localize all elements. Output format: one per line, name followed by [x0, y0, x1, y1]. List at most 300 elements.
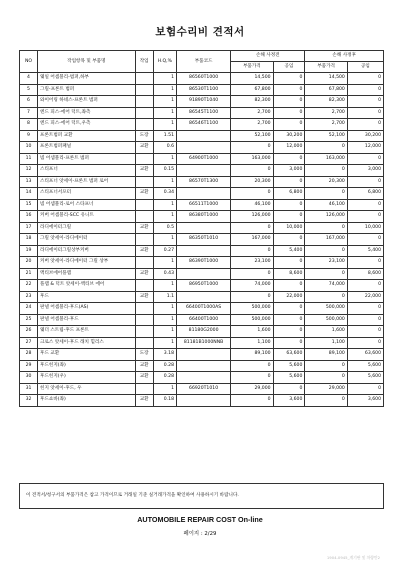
cell-hq: 1	[153, 119, 176, 131]
cell-item: 크로스 앗세이-후드 래치 힐리스	[38, 337, 136, 349]
cell-part-price-before: 23,100	[231, 257, 273, 269]
cell-hq: 1	[153, 280, 176, 292]
cell-item: 프론트범퍼패널	[38, 142, 136, 154]
cell-item: 라디에이터그릴	[38, 222, 136, 234]
cell-part-code	[177, 349, 231, 361]
cell-hq: 1	[153, 107, 176, 119]
cell-labor-after: 0	[347, 303, 383, 315]
table-row	[20, 337, 384, 349]
cell-hq: 0.34	[153, 188, 176, 200]
header-part-price-after: 부품가격	[305, 62, 347, 73]
cell-part-code	[177, 372, 231, 384]
cell-no: 13	[20, 176, 38, 188]
cell-item: 후드힌지(좌)	[38, 360, 136, 372]
cell-labor-after: 0	[347, 337, 383, 349]
table-row	[20, 395, 384, 407]
cell-labor-before: 0	[273, 383, 305, 395]
header-before-adjustment: 손해 사정전	[231, 51, 305, 62]
table-row	[20, 119, 384, 131]
cell-part-price-before: 0	[231, 360, 273, 372]
estimate-table	[19, 50, 384, 407]
table-row	[20, 360, 384, 372]
cell-no: 32	[20, 395, 38, 407]
cell-part-price-before: 1,600	[231, 326, 273, 338]
cell-work	[135, 326, 153, 338]
cell-labor-after: 30,200	[347, 130, 383, 142]
cell-part-price-before: 0	[231, 222, 273, 234]
table-row	[20, 165, 384, 177]
cell-work	[135, 153, 153, 165]
cell-labor-after: 3,600	[347, 395, 383, 407]
cell-labor-after: 0	[347, 119, 383, 131]
cell-labor-after: 0	[347, 326, 383, 338]
cell-labor-before: 0	[273, 234, 305, 246]
cell-no: 11	[20, 153, 38, 165]
cell-part-code: 64900T1000	[177, 153, 231, 165]
cell-labor-after: 0	[347, 234, 383, 246]
cell-hq: 1.51	[153, 130, 176, 142]
cell-item: 후드 교환	[38, 349, 136, 361]
cell-labor-before: 5,600	[273, 372, 305, 384]
cell-item: 그릴-프론트 범퍼	[38, 84, 136, 96]
cell-work: 교환	[135, 142, 153, 154]
cell-part-price-before: 0	[231, 372, 273, 384]
cell-part-code: 86390T1000	[177, 257, 231, 269]
cell-part-code	[177, 395, 231, 407]
header-work: 작업	[135, 51, 153, 73]
cell-labor-after: 0	[347, 199, 383, 211]
cell-labor-before: 0	[273, 337, 305, 349]
cell-hq: 1	[153, 199, 176, 211]
header-labor-after: 공임	[347, 62, 383, 73]
cell-labor-before: 3,600	[273, 395, 305, 407]
cell-hq: 0.15	[153, 165, 176, 177]
cell-labor-before: 0	[273, 119, 305, 131]
cell-labor-after: 0	[347, 107, 383, 119]
cell-hq: 0.28	[153, 372, 176, 384]
table-row	[20, 280, 384, 292]
cell-labor-before: 0	[273, 303, 305, 315]
cell-part-code	[177, 245, 231, 257]
cell-no: 30	[20, 372, 38, 384]
cell-no: 18	[20, 234, 38, 246]
cell-no: 9	[20, 130, 38, 142]
cell-part-code: 86545T1100	[177, 107, 231, 119]
cell-item: 그릴 앗세이-라디에이터	[38, 234, 136, 246]
cell-work: 도장	[135, 349, 153, 361]
cell-part-code: 66400T1000AS	[177, 303, 231, 315]
table-row	[20, 245, 384, 257]
document-title: 보험수리비 견적서	[155, 26, 245, 38]
cell-part-code: 86350T1010	[177, 234, 231, 246]
cell-hq: 1	[153, 96, 176, 108]
cell-part-price-before: 82,300	[231, 96, 273, 108]
cell-hq: 1	[153, 257, 176, 269]
cell-hq: 0.18	[153, 395, 176, 407]
table-row	[20, 130, 384, 142]
cell-labor-before: 0	[273, 84, 305, 96]
cell-work: 교환	[135, 268, 153, 280]
table-row	[20, 349, 384, 361]
header-part-code: 부품코드	[177, 51, 231, 73]
cell-part-code: 81180G2000	[177, 326, 231, 338]
cell-work: 교환	[135, 165, 153, 177]
table-row	[20, 153, 384, 165]
table-row	[20, 211, 384, 223]
cell-part-price-after: 29,000	[305, 383, 347, 395]
cell-no: 8	[20, 119, 38, 131]
cell-hq: 1	[153, 153, 176, 165]
cell-work: 도장	[135, 130, 153, 142]
cell-labor-before: 22,000	[273, 291, 305, 303]
cell-hq: 1.1	[153, 291, 176, 303]
cell-labor-after: 5,600	[347, 372, 383, 384]
cell-hq: 0.28	[153, 360, 176, 372]
cell-part-price-before: 89,100	[231, 349, 273, 361]
cell-part-code: 86570T1300	[177, 176, 231, 188]
cell-work	[135, 176, 153, 188]
cell-item: 프론트범퍼 교환	[38, 130, 136, 142]
cell-no: 19	[20, 245, 38, 257]
cell-work: 교환	[135, 360, 153, 372]
cell-labor-before: 10,000	[273, 222, 305, 234]
table-body	[20, 73, 384, 407]
cell-part-code	[177, 165, 231, 177]
cell-part-code: 66511T1000	[177, 199, 231, 211]
table-row	[20, 383, 384, 395]
cell-part-price-after: 2,700	[305, 119, 347, 131]
cell-no: 16	[20, 211, 38, 223]
cell-part-price-before: 500,000	[231, 314, 273, 326]
cell-labor-before: 0	[273, 199, 305, 211]
cell-part-price-after: 0	[305, 142, 347, 154]
cell-labor-after: 0	[347, 211, 383, 223]
cell-part-code	[177, 222, 231, 234]
cell-work: 교환	[135, 245, 153, 257]
cell-part-price-after: 89,100	[305, 349, 347, 361]
cell-part-price-after: 74,000	[305, 280, 347, 292]
cell-labor-after: 0	[347, 383, 383, 395]
cell-part-price-before: 67,800	[231, 84, 273, 96]
cell-item: 후드쇼바(좌)	[38, 395, 136, 407]
cell-no: 4	[20, 73, 38, 85]
cell-labor-before: 0	[273, 257, 305, 269]
cell-work	[135, 383, 153, 395]
cell-part-code	[177, 291, 231, 303]
table-row	[20, 314, 384, 326]
cell-labor-after: 63,600	[347, 349, 383, 361]
cell-work: 교환	[135, 372, 153, 384]
cell-item: 액티브에어플랩	[38, 268, 136, 280]
cell-part-price-before: 0	[231, 165, 273, 177]
page-number: 페이지 : 2/29	[183, 531, 217, 537]
cell-part-price-before: 14,500	[231, 73, 273, 85]
cell-part-price-before: 167,000	[231, 234, 273, 246]
table-row	[20, 268, 384, 280]
cell-labor-after: 5,600	[347, 360, 383, 372]
cell-part-price-before: 74,000	[231, 280, 273, 292]
cell-part-price-after: 0	[305, 222, 347, 234]
cell-hq: 1	[153, 314, 176, 326]
cell-part-price-before: 163,000	[231, 153, 273, 165]
cell-hq: 1	[153, 303, 176, 315]
cell-labor-before: 12,000	[273, 142, 305, 154]
cell-labor-after: 0	[347, 314, 383, 326]
cell-hq: 1	[153, 73, 176, 85]
cell-hq: 1	[153, 337, 176, 349]
cell-hq: 0.27	[153, 245, 176, 257]
cell-part-price-after: 500,000	[305, 303, 347, 315]
cell-part-code	[177, 268, 231, 280]
cell-labor-after: 0	[347, 84, 383, 96]
cell-work	[135, 96, 153, 108]
cell-part-price-after: 67,800	[305, 84, 347, 96]
cell-no: 27	[20, 337, 38, 349]
cell-work	[135, 84, 153, 96]
header-hq: H.Q,%	[153, 51, 176, 73]
cell-part-price-before: 0	[231, 395, 273, 407]
cell-work: 교환	[135, 188, 153, 200]
cell-part-price-before: 1,100	[231, 337, 273, 349]
cell-part-price-before: 2,700	[231, 119, 273, 131]
cell-item: 엔드 피스-에어 덕트,좌측	[38, 107, 136, 119]
cell-part-code: 81181B1000NNB	[177, 337, 231, 349]
cell-labor-after: 0	[347, 153, 383, 165]
cell-item: 웨더 스트립-후드 프론트	[38, 326, 136, 338]
cell-labor-before: 0	[273, 211, 305, 223]
cell-no: 12	[20, 165, 38, 177]
cell-labor-before: 0	[273, 280, 305, 292]
cell-hq: 1	[153, 176, 176, 188]
cell-hq: 1	[153, 211, 176, 223]
cell-no: 22	[20, 280, 38, 292]
cell-item: 스티프너	[38, 165, 136, 177]
cell-part-price-after: 126,000	[305, 211, 347, 223]
cell-no: 20	[20, 257, 38, 269]
cell-work: 교환	[135, 222, 153, 234]
cell-labor-after: 0	[347, 96, 383, 108]
price-notice: 이 견적서/청구서의 부품가격은 참고 가격이므로 거래일 기준 실거래가격을 확인하여 사용하시기 바랍니다.	[19, 483, 384, 509]
cell-item: 와이어링 하네스-프론트 범퍼	[38, 96, 136, 108]
cell-work	[135, 199, 153, 211]
cell-no: 15	[20, 199, 38, 211]
cell-work	[135, 257, 153, 269]
cell-labor-after: 6,800	[347, 188, 383, 200]
cell-part-price-before: 46,100	[231, 199, 273, 211]
cell-part-price-after: 0	[305, 372, 347, 384]
cell-labor-before: 30,200	[273, 130, 305, 142]
cell-no: 29	[20, 360, 38, 372]
cell-labor-before: 5,400	[273, 245, 305, 257]
cell-hq: 1	[153, 383, 176, 395]
cell-part-price-before: 2,700	[231, 107, 273, 119]
cell-part-price-after: 23,100	[305, 257, 347, 269]
cell-hq: 0.5	[153, 222, 176, 234]
cell-item: 판넬 어셈블리-후드	[38, 314, 136, 326]
header-labor-before: 공임	[273, 62, 305, 73]
table-row	[20, 107, 384, 119]
cell-part-price-after: 2,700	[305, 107, 347, 119]
cell-part-price-after: 167,000	[305, 234, 347, 246]
cell-labor-after: 22,000	[347, 291, 383, 303]
cell-no: 17	[20, 222, 38, 234]
cell-part-price-before: 0	[231, 142, 273, 154]
cell-no: 6	[20, 96, 38, 108]
cell-item: 플랩 & 덕트 앗세이-액티브 에어	[38, 280, 136, 292]
cell-item: 스티프너 앗세이-프론트 범퍼 로어	[38, 176, 136, 188]
cell-part-price-after: 0	[305, 291, 347, 303]
cell-part-code	[177, 188, 231, 200]
cell-labor-after: 0	[347, 280, 383, 292]
cell-item: 커버 앗세이-라디에이터 그릴 상부	[38, 257, 136, 269]
cell-labor-after: 5,400	[347, 245, 383, 257]
cell-labor-after: 0	[347, 176, 383, 188]
table-row	[20, 176, 384, 188]
cell-part-code: 86560T1000	[177, 73, 231, 85]
cell-labor-before: 0	[273, 326, 305, 338]
cell-part-price-after: 46,100	[305, 199, 347, 211]
cell-labor-after: 8,600	[347, 268, 383, 280]
table-row	[20, 142, 384, 154]
cell-no: 31	[20, 383, 38, 395]
header-after-adjustment: 손해 사정후	[305, 51, 384, 62]
cell-work	[135, 303, 153, 315]
cell-item: 판넬 어셈블리-후드(AS)	[38, 303, 136, 315]
cell-labor-before: 3,000	[273, 165, 305, 177]
cell-work: 교환	[135, 395, 153, 407]
cell-labor-before: 0	[273, 107, 305, 119]
cell-part-price-before: 0	[231, 291, 273, 303]
cell-part-price-before: 0	[231, 268, 273, 280]
cell-part-code: 86546T1100	[177, 119, 231, 131]
cell-part-price-before: 500,000	[231, 303, 273, 315]
cell-labor-after: 0	[347, 257, 383, 269]
table-row	[20, 234, 384, 246]
cell-part-price-after: 0	[305, 188, 347, 200]
cell-part-price-after: 20,300	[305, 176, 347, 188]
cell-part-price-before: 52,100	[231, 130, 273, 142]
cell-hq: 1	[153, 84, 176, 96]
watermark: 1904-0945_계기판 및 차량만2	[326, 555, 380, 560]
cell-part-price-before: 126,000	[231, 211, 273, 223]
cell-labor-after: 0	[347, 73, 383, 85]
cell-hq: 0.43	[153, 268, 176, 280]
cell-part-price-after: 0	[305, 395, 347, 407]
cell-part-price-after: 1,100	[305, 337, 347, 349]
cell-no: 25	[20, 314, 38, 326]
cell-part-price-after: 14,500	[305, 73, 347, 85]
cell-labor-before: 63,600	[273, 349, 305, 361]
table-row	[20, 303, 384, 315]
cell-part-price-after: 0	[305, 360, 347, 372]
header-item: 작업항목 및 부품명	[38, 51, 136, 73]
table-row	[20, 326, 384, 338]
cell-item: 후드	[38, 291, 136, 303]
table-row	[20, 188, 384, 200]
cell-part-code: 66400T1000	[177, 314, 231, 326]
cell-no: 14	[20, 188, 38, 200]
cell-part-code	[177, 360, 231, 372]
table-row	[20, 372, 384, 384]
cell-part-price-before: 0	[231, 245, 273, 257]
cell-work	[135, 211, 153, 223]
cell-item: 스티프너서포터	[38, 188, 136, 200]
cell-labor-before: 0	[273, 73, 305, 85]
cell-no: 26	[20, 326, 38, 338]
table-row	[20, 291, 384, 303]
cell-item: 빔 어셈블리-프론트 범퍼	[38, 153, 136, 165]
cell-work	[135, 73, 153, 85]
cell-labor-before: 0	[273, 153, 305, 165]
cell-part-price-after: 0	[305, 245, 347, 257]
cell-labor-before: 6,800	[273, 188, 305, 200]
cell-item: 엔드 피스-에어 덕트,우측	[38, 119, 136, 131]
cell-item: 빔 어셈블리-로어 스타프너	[38, 199, 136, 211]
cell-part-price-after: 0	[305, 268, 347, 280]
header-no: NO	[20, 51, 38, 73]
cell-part-price-after: 163,000	[305, 153, 347, 165]
cell-part-code: 66920T1010	[177, 383, 231, 395]
cell-labor-after: 10,000	[347, 222, 383, 234]
cell-labor-before: 0	[273, 314, 305, 326]
table-row	[20, 73, 384, 85]
table-row	[20, 96, 384, 108]
cell-part-price-after: 0	[305, 165, 347, 177]
cell-part-code: 86950T1000	[177, 280, 231, 292]
footer-title: AUTOMOBILE REPAIR COST On-line	[137, 515, 263, 524]
table-row	[20, 84, 384, 96]
cell-no: 7	[20, 107, 38, 119]
cell-part-code: 86530T1100	[177, 84, 231, 96]
cell-work: 교환	[135, 291, 153, 303]
cell-item: 라디에이터그릴상부커버	[38, 245, 136, 257]
cell-hq: 0.6	[153, 142, 176, 154]
cell-work	[135, 337, 153, 349]
cell-no: 23	[20, 291, 38, 303]
cell-part-price-after: 500,000	[305, 314, 347, 326]
cell-item: 웨일 어셈블리-범퍼,하부	[38, 73, 136, 85]
cell-no: 5	[20, 84, 38, 96]
cell-hq: 3.18	[153, 349, 176, 361]
cell-part-price-after: 1,600	[305, 326, 347, 338]
cell-no: 24	[20, 303, 38, 315]
cell-hq: 1	[153, 234, 176, 246]
cell-part-code	[177, 142, 231, 154]
cell-item: 힌지 앗세이-후드, 우	[38, 383, 136, 395]
cell-no: 10	[20, 142, 38, 154]
cell-part-code	[177, 130, 231, 142]
cell-part-price-before: 20,300	[231, 176, 273, 188]
cell-work	[135, 314, 153, 326]
cell-part-price-after: 52,100	[305, 130, 347, 142]
cell-work	[135, 107, 153, 119]
cell-no: 21	[20, 268, 38, 280]
cell-work	[135, 119, 153, 131]
table-row	[20, 199, 384, 211]
cell-labor-before: 5,600	[273, 360, 305, 372]
table-row	[20, 222, 384, 234]
cell-labor-after: 12,000	[347, 142, 383, 154]
cell-item: 커버 어셈블리-SCC 유니트	[38, 211, 136, 223]
cell-part-price-before: 0	[231, 188, 273, 200]
cell-part-code: 91890T1040	[177, 96, 231, 108]
table-row	[20, 257, 384, 269]
cell-work	[135, 234, 153, 246]
cell-hq: 1	[153, 326, 176, 338]
cell-labor-before: 0	[273, 176, 305, 188]
cell-item: 후드힌지(우)	[38, 372, 136, 384]
cell-work	[135, 280, 153, 292]
